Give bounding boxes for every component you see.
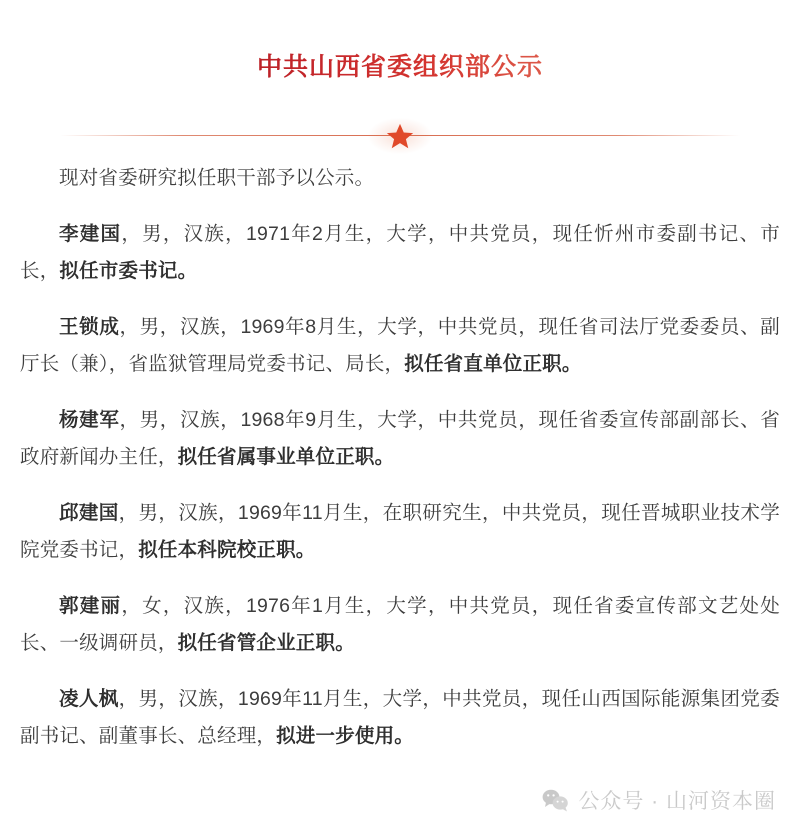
cadre-name: 杨建军 [59,408,120,431]
cadre-entry [20,216,780,290]
cadre-entry [20,402,780,476]
page-title: 中共山西省委组织部公示 [257,47,543,83]
cadre-detail: ，男，汉族，1969年11月生，大学，中共党员，现任山西国际能源集团党委副书记、副董事长、总经理， [20,687,780,747]
cadre-proposal: 拟任省属事业单位正职。 [177,445,395,468]
cadre-detail: ，女，汉族，1976年1月生，大学，中共党员，现任省委宣传部文艺处处长、一级调研员， [20,594,780,654]
cadre-name: 郭建丽 [59,594,122,617]
cadre-detail: ，男，汉族，1969年8月生，大学，中共党员，现任省司法厅党委委员、副厅长（兼），省监狱管理局党委书记、局长， [20,315,780,375]
cadre-proposal: 拟任本科院校正职。 [138,538,316,561]
cadre-entry [20,309,780,383]
star-divider [0,116,800,156]
cadre-detail: ，男，汉族，1969年11月生，在职研究生，中共党员，现任晋城职业技术学院党委书记， [20,501,780,561]
cadre-proposal: 拟任省管企业正职。 [177,631,355,654]
cadre-proposal: 拟任省直单位正职。 [404,352,582,375]
cadre-name: 邱建国 [59,501,119,524]
intro-text: 现对省委研究拟任职干部予以公示。 [59,166,375,189]
intro-paragraph [20,160,780,197]
cadre-proposal: 拟进一步使用。 [276,724,415,747]
watermark [542,785,776,815]
wechat-bubbles-icon [542,789,569,812]
cadre-entry [20,681,780,755]
cadre-entry [20,588,780,662]
watermark-label: 公众号 · 山河资本圈 [578,790,776,813]
cadre-detail: ，男，汉族，1971年2月生，大学，中共党员，现任忻州市委副书记、市长， [20,222,780,282]
cadre-entry [20,495,780,569]
title-container [0,0,800,100]
cadre-detail: ，男，汉族，1968年9月生，大学，中共党员，现任省委宣传部副部长、省政府新闻办主任， [20,408,780,468]
document-body [0,160,800,755]
cadre-proposal: 拟任市委书记。 [59,259,198,282]
five-point-star-icon [385,121,415,151]
cadre-name: 凌人枫 [59,687,119,710]
cadre-name: 王锁成 [59,315,120,338]
cadre-name: 李建国 [59,222,122,245]
